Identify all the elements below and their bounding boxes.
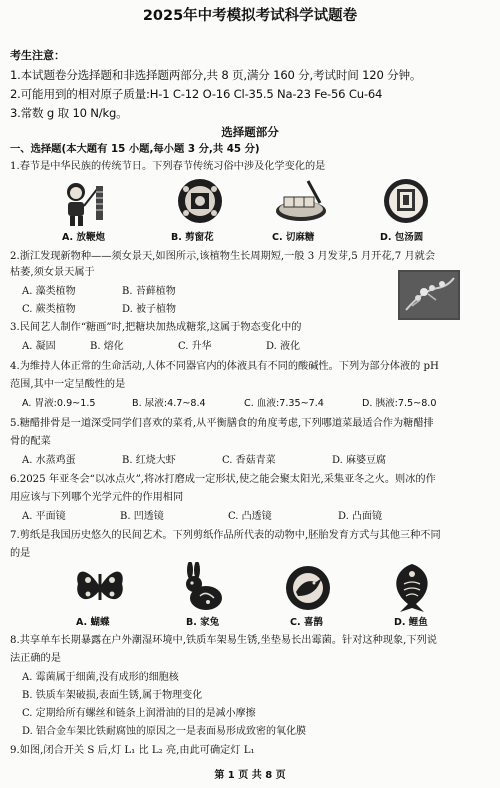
question-2-option-a: A. 藻类植物 — [22, 286, 76, 297]
question-4-stem-1: 4.为维持人体正常的生命活动,人体不同器官内的体液具有不同的酸碱性。下列为部分体液的 pH — [10, 361, 439, 372]
question-6-option-a: A. 平面镜 — [22, 511, 66, 522]
question-1-stem: 1.春节是中华民族的传统节日。下列春节传统习俗中涉及化学变化的是 — [10, 161, 326, 172]
notice-heading: 考生注意： — [10, 49, 65, 62]
page-footer: 第 1 页 共 8 页 — [214, 770, 286, 781]
question-6-stem-1: 6.2025 年亚冬会“以冰点火”,将冰打磨成一定形状,使之能会聚太阳光,采集亚冬之火。则冰的作 — [10, 474, 436, 485]
dumpling-picture — [381, 177, 431, 225]
part-heading: 一、选择题(本大题有 15 小题,每小题 3 分,共 45 分) — [10, 143, 260, 155]
question-1-option-d: D. 包汤圆 — [380, 232, 424, 243]
question-2-option-d: D. 被子植物 — [122, 304, 177, 315]
question-7-option-c: C. 喜鹊 — [290, 617, 323, 628]
question-5-stem-2: 骨的配菜 — [10, 436, 51, 447]
question-8-stem-2: 法正确的是 — [10, 653, 61, 664]
butterfly-paper-cut — [72, 562, 128, 612]
question-4-options — [22, 398, 436, 410]
question-5-options — [22, 455, 386, 467]
notice-item-2: 2.可能用到的相对原子质量:H-1 C-12 O-16 Cl-35.5 Na-23 Fe-56 Cu-64 — [10, 87, 383, 101]
question-5-option-b: B. 红烧大虾 — [122, 455, 176, 466]
magpie-paper-cut — [282, 562, 334, 614]
question-3-options — [22, 341, 300, 353]
question-2-stem-1: 2.浙江发现新物种——须女景天,如图所示,该植物生长周期短,一般 3 月发芽,5 月开花,7 月就会 — [10, 251, 436, 262]
question-4-option-d: D. 胰液:7.5~8.0 — [362, 398, 437, 409]
question-8-option-c: C. 定期给所有螺丝和链条上润滑油的目的是减小摩擦 — [22, 708, 256, 719]
question-4-option-c: C. 血液:7.35~7.4 — [244, 398, 324, 409]
question-3-option-b: B. 熔化 — [90, 341, 124, 352]
question-1-option-a: A. 放鞭炮 — [62, 232, 105, 243]
question-4-option-b: B. 尿液:4.7~8.4 — [132, 398, 206, 409]
notice-item-3: 3.常数 g 取 10 N/kg。 — [10, 106, 128, 120]
question-2-option-b: B. 苔藓植物 — [122, 286, 176, 297]
question-7-option-a: A. 蝴蝶 — [76, 617, 110, 628]
question-1-option-b: B. 剪窗花 — [171, 232, 214, 243]
question-2-options-row-2 — [22, 304, 176, 316]
question-6-option-d: D. 凸面镜 — [338, 511, 383, 522]
question-5-option-d: D. 麻婆豆腐 — [332, 455, 387, 466]
question-3-stem: 3.民间艺人制作“糖画”时,把糖块加热成糖浆,这属于物态变化中的 — [10, 322, 302, 333]
question-8-option-a: A. 霉菌属于细菌,没有成形的细胞核 — [22, 672, 179, 683]
question-6-options — [22, 511, 382, 523]
question-1-option-c: C. 切麻糖 — [272, 232, 315, 243]
paper-cut-picture — [176, 177, 224, 225]
question-5-stem-1: 5.糖醋排骨是一道深受同学们喜欢的菜肴,从平衡膳食的角度考虑,下列哪道菜最适合作为糖醋排 — [10, 418, 434, 429]
exam-title: 2025年中考模拟考试科学试题卷 — [142, 8, 358, 24]
rabbit-paper-cut — [178, 562, 228, 614]
question-8-option-b: B. 铁质车架破损,表面生锈,属于物理变化 — [22, 690, 203, 701]
question-6-option-b: B. 凹透镜 — [120, 511, 164, 522]
question-7-option-b: B. 家兔 — [186, 617, 220, 628]
question-2-options-row-1 — [22, 286, 176, 298]
question-2-stem-2: 枯萎,须女景天属于 — [10, 267, 95, 278]
question-7-stem-2: 的是 — [10, 548, 31, 559]
question-5-option-c: C. 香菇青菜 — [222, 455, 276, 466]
question-4-stem-2: 范围,其中一定呈酸性的是 — [10, 379, 126, 390]
question-7-option-d: D. 鲤鱼 — [394, 617, 428, 628]
question-3-option-d: D. 液化 — [266, 341, 301, 352]
question-8-stem-1: 8.共享单车长期暴露在户外潮湿环境中,铁质车架易生锈,坐垫易长出霉菌。针对这种现象,下列说 — [10, 635, 437, 646]
question-8-option-d: D. 铝合金车架比铁耐腐蚀的原因之一是表面易形成致密的氧化膜 — [22, 726, 307, 737]
question-3-option-c: C. 升华 — [178, 341, 212, 352]
plant-photo — [398, 270, 460, 320]
question-6-stem-2: 用应该与下列哪个光学元件的作用相同 — [10, 492, 184, 503]
question-9-stem: 9.如图,闭合开关 S 后,灯 L₁ 比 L₂ 亮,由此可确定灯 L₁ — [10, 745, 255, 756]
question-7-stem-1: 7.剪纸是我国历史悠久的民间艺术。下列剪纸作品所代表的动物中,胚胎发育方式与其他三种不同 — [10, 530, 441, 541]
sesame-candy-picture — [274, 177, 328, 225]
question-4-option-a: A. 胃液:0.9~1.5 — [22, 398, 96, 409]
section-title: 选择题部分 — [221, 125, 279, 139]
question-6-option-c: C. 凸透镜 — [228, 511, 272, 522]
question-3-option-a: A. 凝固 — [22, 341, 56, 352]
carp-paper-cut — [386, 560, 438, 614]
question-5-option-a: A. 水蒸鸡蛋 — [22, 455, 76, 466]
firecracker-picture — [58, 178, 116, 230]
question-2-option-c: C. 蕨类植物 — [22, 304, 76, 315]
notice-item-1: 1.本试题卷分选择题和非选择题两部分,共 8 页,满分 160 分,考试时间 120 分钟。 — [10, 68, 422, 82]
